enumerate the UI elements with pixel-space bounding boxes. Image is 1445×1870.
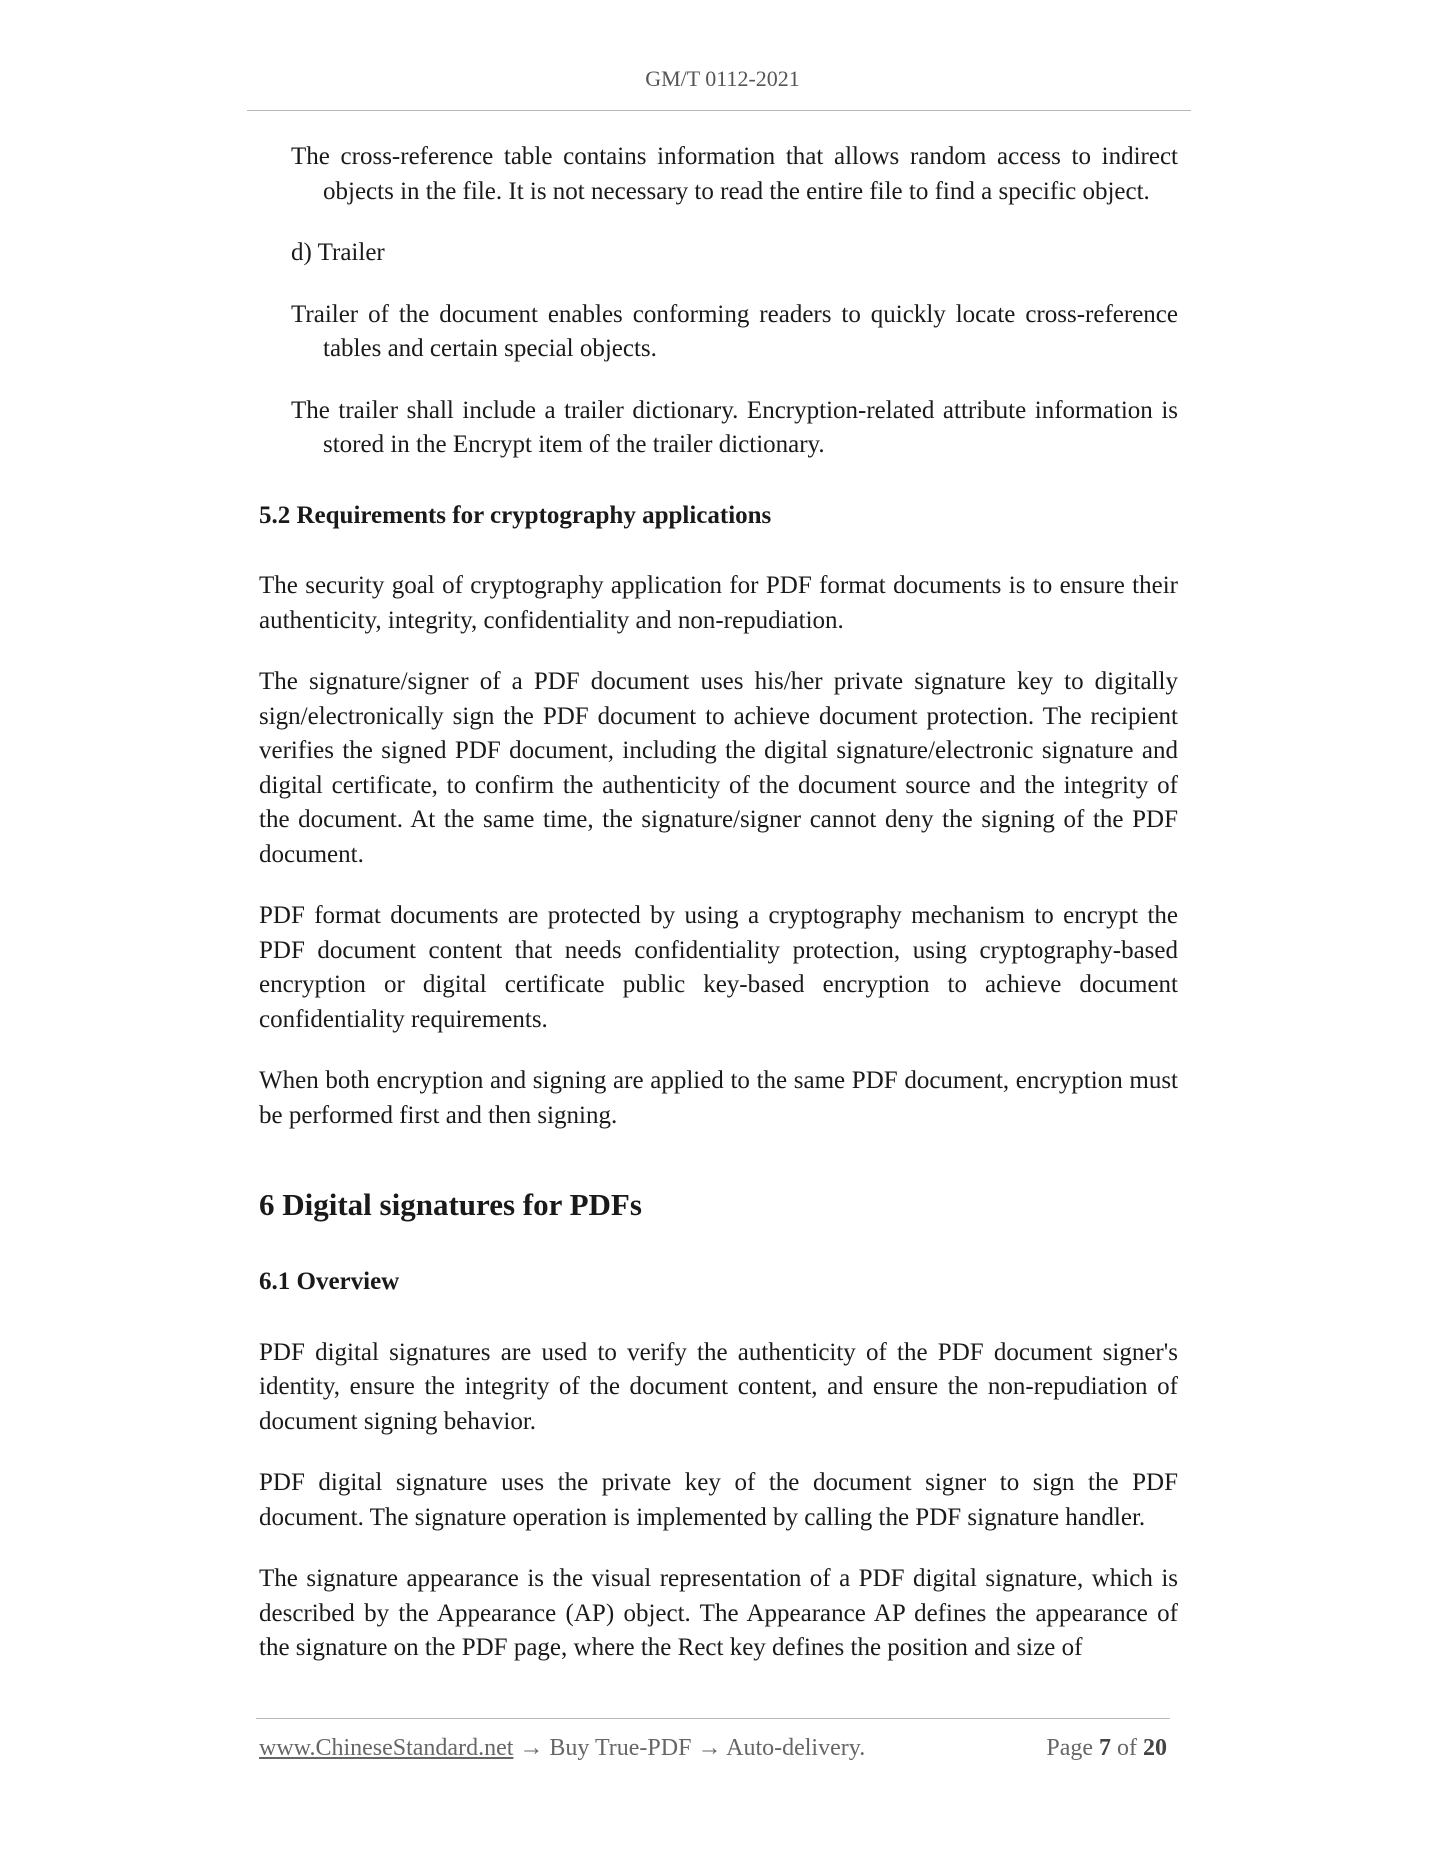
footer-promo-text: → Buy True-PDF → Auto-delivery.	[513, 1735, 866, 1761]
footer-divider	[256, 1718, 1170, 1719]
page-footer	[259, 1735, 1167, 1762]
paragraph-5-2-4: When both encryption and signing are applied to the same PDF document, encryption must be performed first and then signing.	[259, 1067, 1178, 1129]
document-body	[259, 140, 1178, 1666]
list-item-trailer: d) Trailer	[291, 239, 385, 266]
page-of-label: of	[1117, 1735, 1137, 1761]
paragraph-5-2-2: The signature/signer of a PDF document uses his/her private signature key to digitally sign/electronically sign the PDF document to achieve document protection. The recipient verifies the signed PDF document, including the digital signature/electronic signature and digital certificate, to confirm the authenticity of the document source and the integrity of the document. At the same time, the signature/signer cannot deny the signing of the PDF document.	[259, 668, 1178, 868]
paragraph-5-2-1: The security goal of cryptography application for PDF format documents is to ensure their authenticity, integrity, confidentiality and non-repudiation.	[259, 572, 1178, 634]
paragraph-trailer-1: Trailer of the document enables conforming readers to quickly locate cross-reference tables and certain special objects.	[291, 300, 1178, 362]
paragraph-5-2-3: PDF format documents are protected by using a cryptography mechanism to encrypt the PDF document content that needs confidentiality protection, using cryptography-based encryption or digital certificate public key-based encryption to achieve document confidentiality requirements.	[259, 902, 1178, 1033]
website-link[interactable]: www.ChineseStandard.net	[259, 1735, 514, 1761]
paragraph-xref: The cross-reference table contains information that allows random access to indirect objects in the file. It is not necessary to read the entire file to find a specific object.	[291, 143, 1178, 205]
paragraph-6-1-3: The signature appearance is the visual representation of a PDF digital signature, which is described by the Appearance (AP) object. The Appearance AP defines the appearance of the signature on the PDF page, where the Rect key defines the position and size of	[259, 1565, 1178, 1661]
page-current: 7	[1099, 1735, 1111, 1761]
section-heading-6-1: 6.1 Overview	[259, 1268, 400, 1295]
section-heading-5-2: 5.2 Requirements for cryptography applications	[259, 501, 772, 529]
chapter-heading-6: 6 Digital signatures for PDFs	[259, 1187, 642, 1222]
page-label: Page	[1046, 1735, 1093, 1761]
page-header: GM/T 0112-2021	[645, 66, 800, 91]
paragraph-trailer-2: The trailer shall include a trailer dictionary. Encryption-related attribute information is stored in the Encrypt item of the trailer dictionary.	[291, 396, 1178, 458]
paragraph-6-1-2: PDF digital signature uses the private key of the document signer to sign the PDF document. The signature operation is implemented by calling the PDF signature handler.	[259, 1469, 1178, 1531]
page-total: 20	[1143, 1735, 1167, 1761]
header-divider	[247, 110, 1191, 111]
page-number	[1046, 1735, 1167, 1762]
paragraph-6-1-1: PDF digital signatures are used to verify the authenticity of the PDF document signer's identity, ensure the integrity of the document content, and ensure the non-repudiation of document signing behavior.	[259, 1338, 1178, 1435]
